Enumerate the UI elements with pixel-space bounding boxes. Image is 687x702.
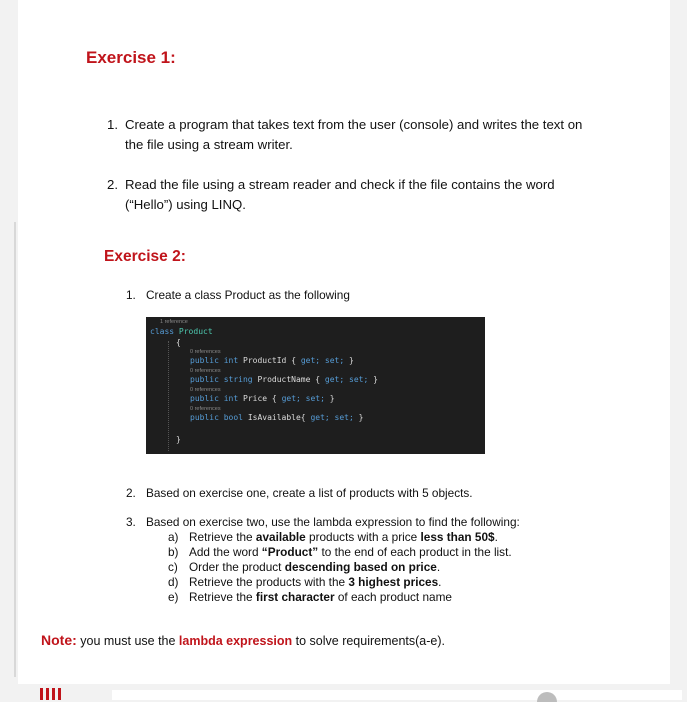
code-keyword: class xyxy=(150,327,175,336)
code-reference-hint: 1 reference xyxy=(160,319,188,325)
item-text: Create a program that takes text from the user (console) and writes the text on the file using a stream writer. xyxy=(125,117,583,152)
item-number: 1. xyxy=(107,117,118,132)
item-text: Based on exercise two, use the lambda expression to find the following: xyxy=(146,515,520,529)
code-property-line: public int ProductId { get; set; } xyxy=(190,356,354,365)
note-label: Note: xyxy=(41,632,77,648)
code-screenshot xyxy=(146,317,485,454)
code-reference-hint: 0 references xyxy=(190,349,221,355)
item-number: 1. xyxy=(126,288,136,302)
code-reference-hint: 0 references xyxy=(190,368,221,374)
code-property-line: public bool IsAvailable{ get; set; } xyxy=(190,413,364,422)
code-property-line: public int Price { get; set; } xyxy=(190,394,335,403)
note-text: you must use the xyxy=(76,634,179,648)
exercise-2-heading: Exercise 2: xyxy=(104,248,186,265)
item-text: Read the file using a stream reader and check if the file contains the word (“Hello”) using LINQ. xyxy=(125,177,555,212)
page-divider xyxy=(14,222,16,677)
item-number: 2. xyxy=(126,486,136,500)
code-open-brace: { xyxy=(176,338,181,347)
note-line xyxy=(41,632,445,648)
next-page-edge xyxy=(112,690,682,700)
code-indent-guide xyxy=(168,341,169,451)
code-property-line: public string ProductName { get; set; } xyxy=(190,375,378,384)
item-number: 3. xyxy=(126,515,136,529)
item-text: Create a class Product as the following xyxy=(146,288,350,302)
code-reference-hint: 0 references xyxy=(190,406,221,412)
code-class-line xyxy=(150,327,213,336)
item-number: 2. xyxy=(107,177,118,192)
red-stripe-mark xyxy=(40,688,64,700)
exercise-1-heading: Exercise 1: xyxy=(86,48,176,67)
code-class-name: Product xyxy=(178,327,213,336)
code-close-brace: } xyxy=(176,435,181,444)
item-text: Based on exercise one, create a list of products with 5 objects. xyxy=(146,486,473,500)
note-text-end: to solve requirements(a-e). xyxy=(292,634,446,648)
note-emphasis: lambda expression xyxy=(178,634,293,648)
code-reference-hint: 0 references xyxy=(190,387,221,393)
